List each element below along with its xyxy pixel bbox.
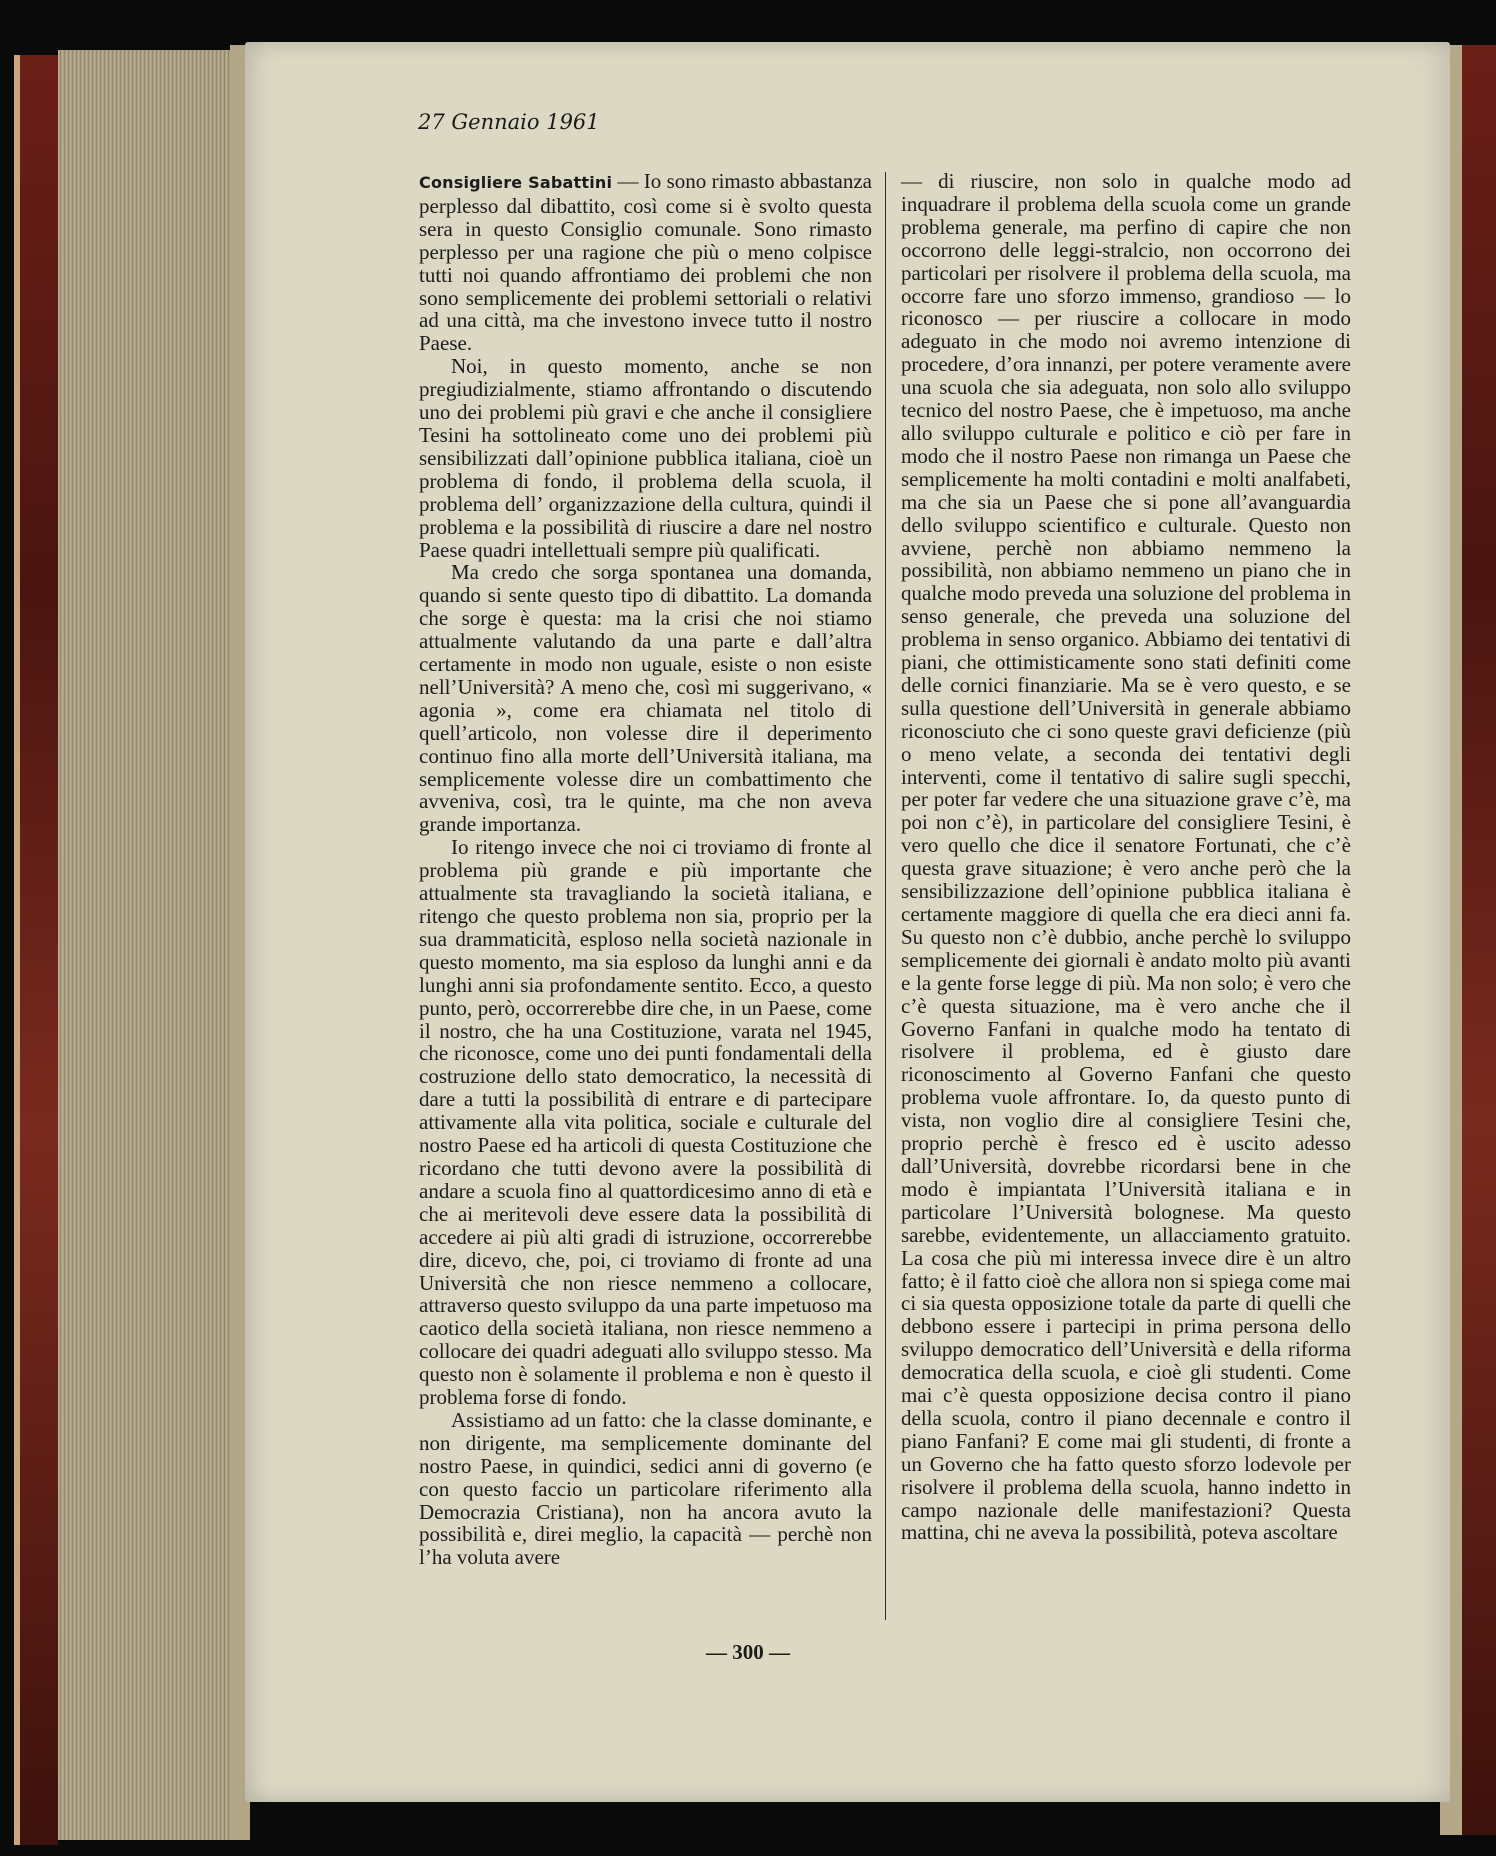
paragraph: Io ritengo invece che noi ci troviamo di fronte al problema più grande e più importante che attualmente sta travagliando la società italiana, e ritengo che questo problema non sia, proprio per la sua drammaticità, esploso nella società nazionale in questo momento, ma sia esploso da lunghi anni e da lunghi anni sia profondamente sentito. Ecco, a questo punto, però, occorrerebbe dire che, in un Paese, come il nostro, che ha una Costituzione, varata nel 1945, che riconosce, come uno dei punti fondamentali della costruzione dello stato democratico, la necessità di dare a tutti la possibilità di entrare e di partecipare attivamente alla vita politica, sociale e culturale del nostro Paese ed ha articoli di questa Costituzione che ricordano che tutti devono avere la possibilità di andare a scuola fino al quattordicesimo anno di età e che ai meritevoli deve essere data la possibilità di accedere ai più alti gradi di istruzione, occorrerebbe dire, dicevo, che, poi, ci troviamo di fronte ad una Università che non riesce nemmeno a collocare, attraverso questo sviluppo da una parte impetuoso ma caotico della società italiana, non riesce nemmeno a collocare dei quadri adeguati allo sviluppo stesso. Ma questo non è solamente il problema e non è questo il problema forse di fondo.: [419, 835, 872, 1410]
paragraph: Noi, in questo momento, anche se non pregiudizialmente, stiamo affrontando o discutendo uno dei problemi più gravi e che anche il consigliere Tesini ha sottolineato come uno dei problemi più sensibilizzati dall’opinione pubblica italiana, cioè un problema di fondo, il problema della scuola, il problema dell’ organizzazione della cultura, quindi il problema e la possibilità di riuscire a dare nel nostro Paese quadri intellettuali sempre più qualificati.: [419, 354, 872, 562]
right-cover-marbled: [1462, 45, 1496, 1835]
column-divider: [885, 172, 886, 1620]
running-head-date: 27 Gennaio 1961: [418, 110, 600, 134]
text-column-right: [901, 170, 1351, 1544]
left-cover-marbled: [20, 55, 58, 1845]
text-column-left: [419, 170, 872, 1569]
page-number: — 300 —: [706, 1640, 790, 1664]
paragraph: [419, 170, 872, 355]
paragraph: — di riuscire, non solo in qualche modo ad inquadrare il problema della scuola come un grande problema generale, ma perfino di capire che non occorrono delle leggi-stralcio, non occorrono dei particolari per risolvere il problema della scuola, ma occorre fare uno sforzo immenso, grandioso — lo riconosco — per riuscire a collocare in modo adeguato in che modo noi avremo intenzione di procedere, d’ora innanzi, per potere veramente avere una scuola che sia adeguata, non solo allo sviluppo tecnico del nostro Paese, che è impetuoso, ma anche allo sviluppo culturale e politico e ciò per fare in modo che il nostro Paese non rimanga un Paese che semplicemente ha molti contadini e molti analfabeti, ma che sia un Paese che si pone all’avanguardia dello sviluppo scientifico e culturale. Questo non avviene, perchè non abbiamo nemmeno la possibilità, non abbiamo nemmeno un piano che in qualche modo preveda una soluzione del problema in senso generale, che preveda una soluzione del problema in senso organico. Abbiamo dei tentativi di piani, che ottimisticamente sono stati definiti come delle cornici finanziarie. Ma se è vero questo, e se sulla questione dell’Università in generale abbiamo riconosciuto che ci sono queste gravi deficienze (più o meno velate, a seconda dei tentativi degli interventi, come il tentativo di salire sugli specchi, per poter far vedere che una situazione grave c’è, ma poi non c’è), in particolare del consigliere Tesini, è vero quello che dice il senatore Fortunati, che c’è questa grave situazione; è vero anche però che la sensibilizzazione dell’opinione pubblica italiana è certamente maggiore di quella che era dieci anni fa. Su questo non c’è dubbio, anche perchè lo sviluppo semplicemente dei giornali è andato molto più avanti e la gente forse legge di più. Ma non solo; è vero che c’è questa situazione, ma è vero anche che il Governo Fanfani in qualche modo ha tentato di risolvere il problema, ed è giusto dare riconoscimento al Governo Fanfani che questo problema vuole affrontare. Io, da questo punto di vista, non voglio dire al consigliere Tesini che, proprio perchè è fresco ed è uscito adesso dall’Università, dovrebbe ricordarsi bene in che modo è impiantata l’Università italiana e in particolare l’Università bolognese. Ma questo sarebbe, evidentemente, un allacciamento gratuito. La cosa che più mi interessa invece dire è un altro fatto; è il fatto cioè che allora non si spiega come mai ci sia questa opposizione totale da parte di quelli che debbono essere i partecipi in prima persona dello sviluppo democratico dell’Università e della riforma democratica della scuola, e cioè gli studenti. Come mai c’è questa opposizione decisa contro il piano della scuola, contro il piano decennale e contro il piano Fanfani? E come mai gli studenti, di fronte a un Governo che ha fatto questo sforzo lodevole per risolvere il problema della scuola, hanno indetto in campo nazionale delle manifestazioni? Questa mattina, chi ne aveva la possibilità, poteva ascoltare: [901, 169, 1351, 1545]
paragraph-text: — Io sono rimasto abbastanza perplesso dal dibattito, così come si è svolto questa sera in questo Consiglio comunale. Sono rimasto perplesso per una ragione che più o meno colpisce tutti noi quando affrontiamo dei problemi che non sono semplicemente dei problemi settoriali o relativi ad una città, ma che investono invece tutto il nostro Paese.: [419, 169, 872, 356]
page-edges: [58, 50, 246, 1840]
speaker-name: Consigliere Sabattini: [419, 173, 613, 192]
paragraph: Ma credo che sorga spontanea una domanda, quando si sente questo tipo di dibattito. La domanda che sorge è questa: ma la crisi che noi stiamo attualmente valutando da una parte e dall’altra certamente in modo non uguale, esiste o non esiste nell’Università? A meno che, così mi suggerivano, « agonia », come era chiamata nel titolo di quell’articolo, non volesse dire il deperimento continuo fino alla morte dell’Università italiana, ma semplicemente volesse dire un combattimento che avveniva, così, tra le quinte, ma che non aveva grande importanza.: [419, 560, 872, 837]
paragraph: Assistiamo ad un fatto: che la classe dominante, e non dirigente, ma semplicemente dominante del nostro Paese, in quindici, sedici anni di governo (e con questo faccio un particolare riferimento alla Democrazia Cristiana), non ha ancora avuto la possibilità e, direi meglio, la capacità — perchè non l’ha voluta avere: [419, 1407, 872, 1570]
